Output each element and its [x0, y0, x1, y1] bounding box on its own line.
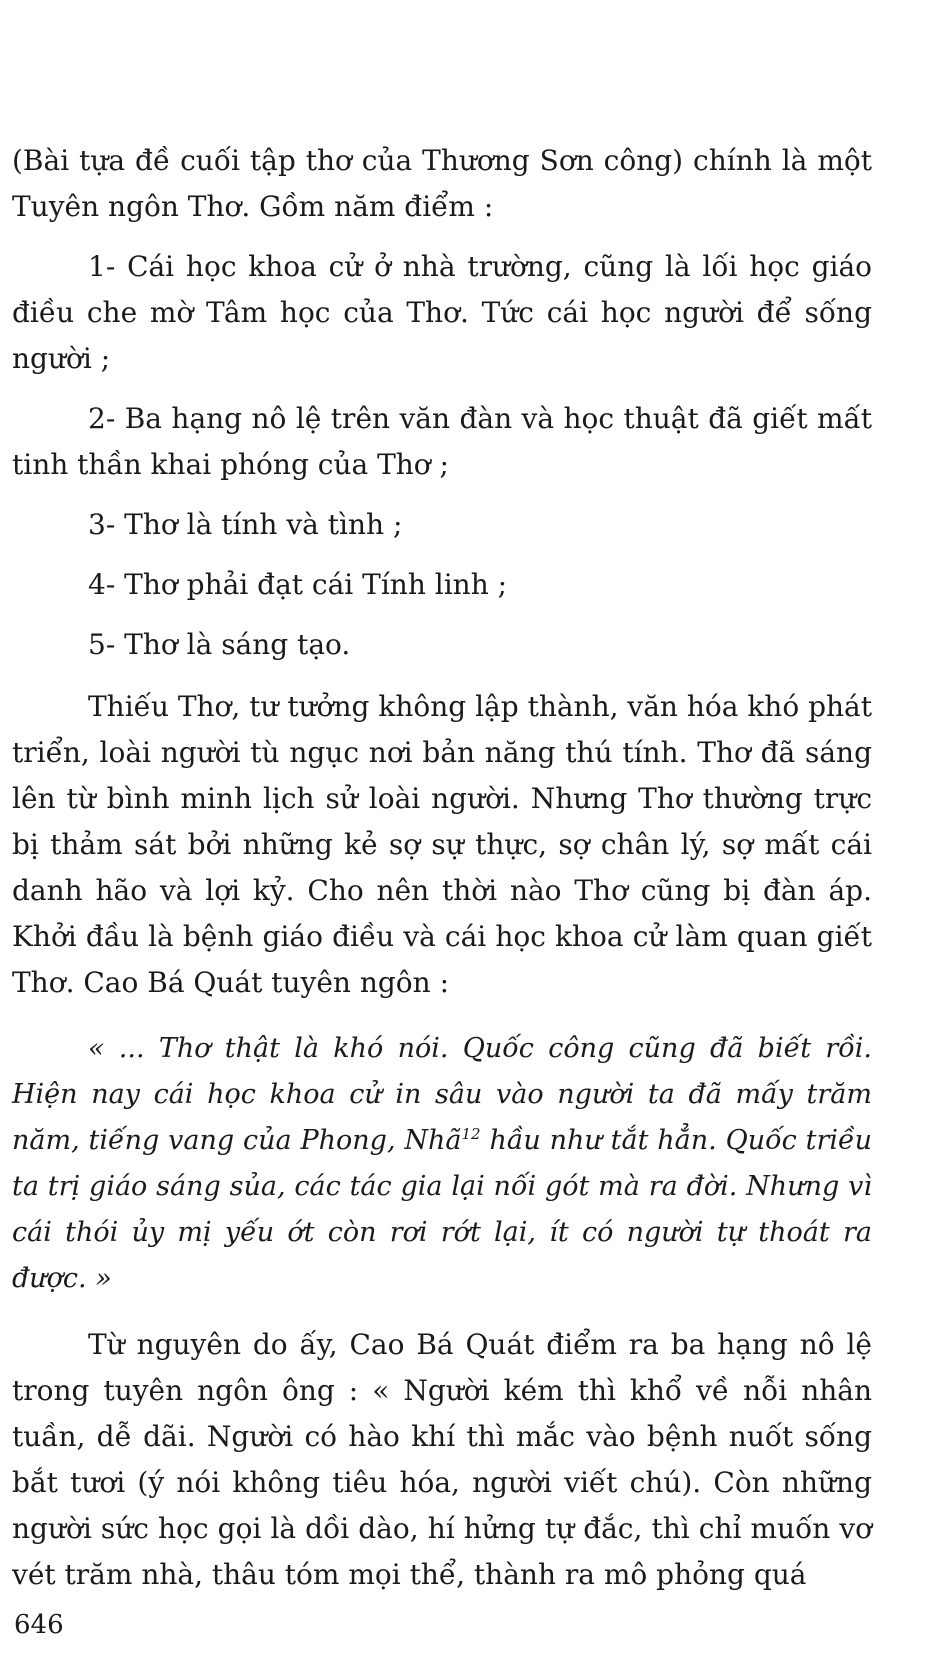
quote-text-part-2: hầu như tắt hẳn. Quốc triều ta trị giáo sáng sủa, các tác gia lại nối gót mà ra đời. Nhưng vì cái thói ủy mị yếu ớt còn rơi rớt lại, ít có người tự thoát ra được. »: [12, 1125, 872, 1294]
body-paragraph-2: Từ nguyên do ấy, Cao Bá Quát điểm ra ba hạng nô lệ trong tuyên ngôn ông : « Người kém thì khổ về nỗi nhân tuần, dễ dãi. Người có hào khí thì mắc vào bệnh nuốt sống bắt tươi (ý nói không tiêu hóa, người viết chú). Còn những người sức học gọi là dồi dào, hí hửng tự đắc, thì chỉ muốn vơ vét trăm nhà, thâu tóm mọi thể, thành ra mô phỏng quá: [12, 1328, 872, 1591]
intro-paragraph: (Bài tựa đề cuối tập thơ của Thương Sơn công) chính là một Tuyên ngôn Thơ. Gồm năm điểm :: [12, 144, 872, 223]
list-item-5: 5- Thơ là sáng tạo.: [88, 628, 351, 661]
page-number: 646: [14, 1610, 64, 1640]
quote-paragraph: [12, 1026, 872, 1302]
quote-text-part-1: « ... Thơ thật là khó nói. Quốc công cũng đã biết rồi. Hiện nay cái học khoa cử in sâu vào người ta đã mấy trăm năm, tiếng vang của Phong, Nhã: [12, 1033, 872, 1156]
list-item-4: 4- Thơ phải đạt cái Tính linh ;: [88, 568, 508, 601]
list-item-1: 1- Cái học khoa cử ở nhà trường, cũng là lối học giáo điều che mờ Tâm học của Thơ. Tức cái học người để sống người ;: [12, 250, 872, 375]
list-item-3: 3- Thơ là tính và tình ;: [88, 508, 403, 541]
footnote-marker: 12: [461, 1125, 481, 1143]
page-content: [12, 138, 872, 1598]
body-paragraph-1: Thiếu Thơ, tư tưởng không lập thành, văn hóa khó phát triển, loài người tù ngục nơi bản năng thú tính. Thơ đã sáng lên từ bình minh lịch sử loài người. Nhưng Thơ thường trực bị thảm sát bởi những kẻ sợ sự thực, sợ chân lý, sợ mất cái danh hão và lợi kỷ. Cho nên thời nào Thơ cũng bị đàn áp. Khởi đầu là bệnh giáo điều và cái học khoa cử làm quan giết Thơ. Cao Bá Quát tuyên ngôn :: [12, 690, 872, 999]
list-item-2: 2- Ba hạng nô lệ trên văn đàn và học thuật đã giết mất tinh thần khai phóng của Thơ ;: [12, 402, 872, 481]
